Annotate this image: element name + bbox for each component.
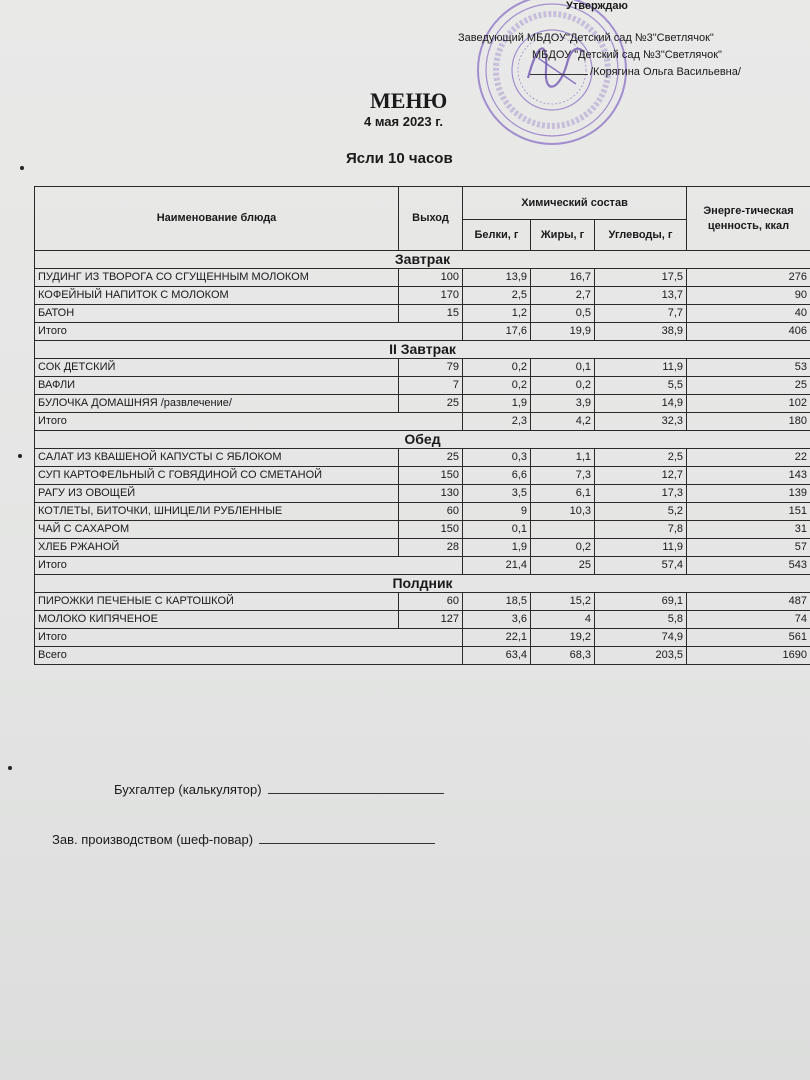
dish-name: СУП КАРТОФЕЛЬНЫЙ С ГОВЯДИНОЙ СО СМЕТАНОЙ xyxy=(35,467,399,485)
dish-protein: 0,2 xyxy=(463,377,531,395)
dish-yield: 100 xyxy=(399,269,463,287)
chef-label: Зав. производством (шеф-повар) xyxy=(52,832,254,847)
dish-row xyxy=(35,287,810,305)
dish-energy: 40 xyxy=(687,305,810,323)
dish-carbs: 5,2 xyxy=(595,503,687,521)
total-fat: 19,2 xyxy=(531,629,595,647)
dish-energy: 102 xyxy=(687,395,810,413)
dish-carbs: 7,7 xyxy=(595,305,687,323)
total-label: Итого xyxy=(35,323,463,341)
total-protein: 17,6 xyxy=(463,323,531,341)
dish-energy: 53 xyxy=(687,359,810,377)
dish-carbs: 13,7 xyxy=(595,287,687,305)
dish-yield: 15 xyxy=(399,305,463,323)
header-protein: Белки, г xyxy=(463,220,531,251)
margin-mark xyxy=(8,766,12,770)
dish-name: ПУДИНГ ИЗ ТВОРОГА СО СГУЩЕННЫМ МОЛОКОМ xyxy=(35,269,399,287)
dish-yield: 150 xyxy=(399,521,463,539)
dish-name: МОЛОКО КИПЯЧЕНОЕ xyxy=(35,611,399,629)
margin-mark xyxy=(20,166,24,170)
dish-name: ХЛЕБ РЖАНОЙ xyxy=(35,539,399,557)
dish-yield: 28 xyxy=(399,539,463,557)
total-carbs: 38,9 xyxy=(595,323,687,341)
section-title: Завтрак xyxy=(35,251,810,269)
dish-carbs: 14,9 xyxy=(595,395,687,413)
dish-row xyxy=(35,539,810,557)
dish-energy: 74 xyxy=(687,611,810,629)
dish-yield: 170 xyxy=(399,287,463,305)
dish-fat: 0,5 xyxy=(531,305,595,323)
grand-total-carbs: 203,5 xyxy=(595,647,687,665)
section-title: Обед xyxy=(35,431,810,449)
dish-fat xyxy=(531,521,595,539)
dish-name: ЧАЙ С САХАРОМ xyxy=(35,521,399,539)
total-label: Итого xyxy=(35,629,463,647)
dish-name: ПИРОЖКИ ПЕЧЕНЫЕ С КАРТОШКОЙ xyxy=(35,593,399,611)
dish-yield: 79 xyxy=(399,359,463,377)
signature-underline xyxy=(530,74,588,75)
grand-total-protein: 63,4 xyxy=(463,647,531,665)
dish-fat: 0,1 xyxy=(531,359,595,377)
total-protein: 22,1 xyxy=(463,629,531,647)
dish-row xyxy=(35,269,810,287)
dish-energy: 487 xyxy=(687,593,810,611)
total-energy: 406 xyxy=(687,323,810,341)
dish-name: РАГУ ИЗ ОВОЩЕЙ xyxy=(35,485,399,503)
dish-yield: 150 xyxy=(399,467,463,485)
menu-table-body xyxy=(35,251,810,665)
header-fat: Жиры, г xyxy=(531,220,595,251)
dish-protein: 9 xyxy=(463,503,531,521)
dish-energy: 57 xyxy=(687,539,810,557)
dish-fat: 0,2 xyxy=(531,539,595,557)
accountant-signature xyxy=(114,782,444,797)
menu-date: 4 мая 2023 г. xyxy=(364,114,443,129)
approval-title: Утверждаю xyxy=(566,0,628,12)
dish-yield: 25 xyxy=(399,395,463,413)
dish-protein: 0,3 xyxy=(463,449,531,467)
total-row xyxy=(35,413,810,431)
dish-yield: 60 xyxy=(399,593,463,611)
dish-name: КОФЕЙНЫЙ НАПИТОК С МОЛОКОМ xyxy=(35,287,399,305)
dish-row xyxy=(35,449,810,467)
dish-yield: 7 xyxy=(399,377,463,395)
dish-fat: 6,1 xyxy=(531,485,595,503)
total-row xyxy=(35,629,810,647)
dish-row xyxy=(35,485,810,503)
menu-table xyxy=(34,186,810,665)
dish-protein: 3,6 xyxy=(463,611,531,629)
header-yield: Выход xyxy=(399,187,463,251)
section-row xyxy=(35,341,810,359)
dish-protein: 3,5 xyxy=(463,485,531,503)
dish-row xyxy=(35,359,810,377)
grand-total-label: Всего xyxy=(35,647,463,665)
dish-row xyxy=(35,593,810,611)
dish-protein: 1,9 xyxy=(463,395,531,413)
total-carbs: 57,4 xyxy=(595,557,687,575)
dish-row xyxy=(35,395,810,413)
approval-organization: МБДОУ "Детский сад №3"Светлячок" xyxy=(532,49,722,61)
total-energy: 543 xyxy=(687,557,810,575)
dish-fat: 2,7 xyxy=(531,287,595,305)
grand-total-row xyxy=(35,647,810,665)
dish-name: БАТОН xyxy=(35,305,399,323)
dish-energy: 22 xyxy=(687,449,810,467)
dish-fat: 15,2 xyxy=(531,593,595,611)
dish-carbs: 11,9 xyxy=(595,359,687,377)
section-row xyxy=(35,251,810,269)
page-title: МЕНЮ xyxy=(370,88,448,113)
dish-fat: 10,3 xyxy=(531,503,595,521)
dish-protein: 1,9 xyxy=(463,539,531,557)
total-protein: 2,3 xyxy=(463,413,531,431)
dish-carbs: 17,3 xyxy=(595,485,687,503)
dish-row xyxy=(35,467,810,485)
dish-energy: 151 xyxy=(687,503,810,521)
dish-energy: 139 xyxy=(687,485,810,503)
dish-protein: 13,9 xyxy=(463,269,531,287)
margin-mark xyxy=(18,454,22,458)
grand-total-fat: 68,3 xyxy=(531,647,595,665)
total-protein: 21,4 xyxy=(463,557,531,575)
grand-total-energy: 1690 xyxy=(687,647,810,665)
header-carbs: Углеводы, г xyxy=(595,220,687,251)
total-fat: 19,9 xyxy=(531,323,595,341)
dish-row xyxy=(35,377,810,395)
dish-name: КОТЛЕТЫ, БИТОЧКИ, ШНИЦЕЛИ РУБЛЕННЫЕ xyxy=(35,503,399,521)
total-carbs: 32,3 xyxy=(595,413,687,431)
dish-carbs: 5,5 xyxy=(595,377,687,395)
header-energy: Энерге-тическая ценность, ккал xyxy=(687,187,810,251)
dish-name: САЛАТ ИЗ КВАШЕНОЙ КАПУСТЫ С ЯБЛОКОМ xyxy=(35,449,399,467)
dish-row xyxy=(35,521,810,539)
dish-energy: 90 xyxy=(687,287,810,305)
total-label: Итого xyxy=(35,557,463,575)
dish-fat: 4 xyxy=(531,611,595,629)
dish-yield: 127 xyxy=(399,611,463,629)
header-dish-name: Наименование блюда xyxy=(35,187,399,251)
dish-carbs: 5,8 xyxy=(595,611,687,629)
dish-protein: 6,6 xyxy=(463,467,531,485)
chef-signature xyxy=(52,832,435,847)
total-energy: 180 xyxy=(687,413,810,431)
dish-fat: 1,1 xyxy=(531,449,595,467)
dish-row xyxy=(35,611,810,629)
dish-yield: 60 xyxy=(399,503,463,521)
dish-carbs: 17,5 xyxy=(595,269,687,287)
dish-energy: 31 xyxy=(687,521,810,539)
dish-fat: 7,3 xyxy=(531,467,595,485)
dish-name: СОК ДЕТСКИЙ xyxy=(35,359,399,377)
total-fat: 4,2 xyxy=(531,413,595,431)
dish-energy: 25 xyxy=(687,377,810,395)
approval-signature-line xyxy=(530,64,741,80)
dish-protein: 18,5 xyxy=(463,593,531,611)
dish-yield: 130 xyxy=(399,485,463,503)
dish-protein: 2,5 xyxy=(463,287,531,305)
dish-protein: 0,1 xyxy=(463,521,531,539)
accountant-signature-line xyxy=(268,793,444,794)
total-row xyxy=(35,557,810,575)
section-row xyxy=(35,431,810,449)
dish-carbs: 11,9 xyxy=(595,539,687,557)
dish-energy: 276 xyxy=(687,269,810,287)
dish-row xyxy=(35,503,810,521)
approval-position: Заведующий МБДОУ"Детский сад №3"Светлячок" xyxy=(458,32,714,44)
dish-name: ВАФЛИ xyxy=(35,377,399,395)
chef-signature-line xyxy=(259,843,435,844)
dish-protein: 1,2 xyxy=(463,305,531,323)
dish-fat: 3,9 xyxy=(531,395,595,413)
menu-group: Ясли 10 часов xyxy=(346,150,453,167)
dish-energy: 143 xyxy=(687,467,810,485)
total-row xyxy=(35,323,810,341)
total-carbs: 74,9 xyxy=(595,629,687,647)
total-energy: 561 xyxy=(687,629,810,647)
approval-person: /Корягина Ольга Васильевна/ xyxy=(590,66,741,78)
dish-carbs: 7,8 xyxy=(595,521,687,539)
section-title: Полдник xyxy=(35,575,810,593)
section-title: II Завтрак xyxy=(35,341,810,359)
dish-carbs: 2,5 xyxy=(595,449,687,467)
dish-fat: 16,7 xyxy=(531,269,595,287)
dish-carbs: 69,1 xyxy=(595,593,687,611)
dish-protein: 0,2 xyxy=(463,359,531,377)
dish-fat: 0,2 xyxy=(531,377,595,395)
section-row xyxy=(35,575,810,593)
total-label: Итого xyxy=(35,413,463,431)
total-fat: 25 xyxy=(531,557,595,575)
header-chemical-composition: Химический состав xyxy=(463,187,687,220)
accountant-label: Бухгалтер (калькулятор) xyxy=(114,782,262,797)
dish-yield: 25 xyxy=(399,449,463,467)
dish-name: БУЛОЧКА ДОМАШНЯЯ /развлечение/ xyxy=(35,395,399,413)
dish-row xyxy=(35,305,810,323)
dish-carbs: 12,7 xyxy=(595,467,687,485)
